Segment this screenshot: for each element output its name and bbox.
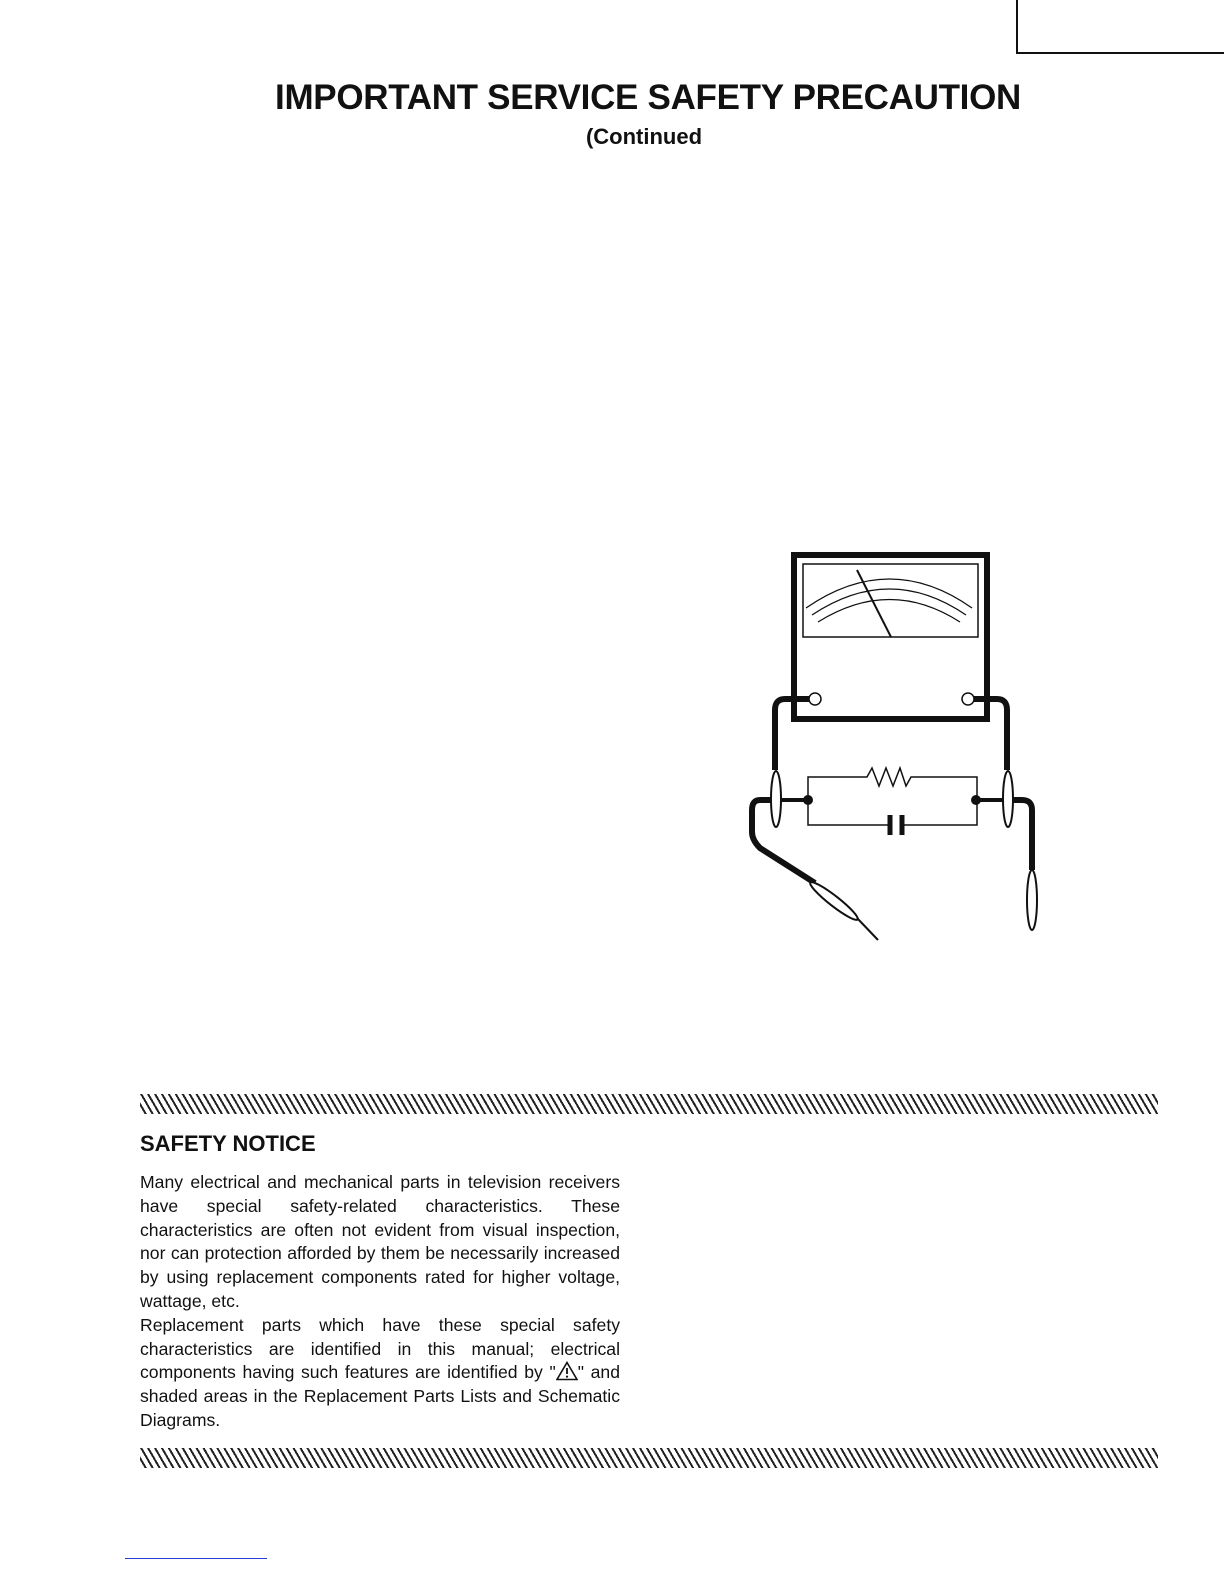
right-terminal xyxy=(962,693,974,705)
footer-rule xyxy=(125,1558,267,1559)
warning-triangle-icon xyxy=(556,1361,578,1381)
meter-window xyxy=(803,564,978,637)
resistor xyxy=(808,768,977,800)
hatch-divider-bottom xyxy=(140,1448,1158,1468)
ground-clip xyxy=(1027,870,1037,930)
safety-notice-text: Replacement parts which have these special safety characteristics are identified in this manual; electrical components having such features are identified by " xyxy=(140,1314,620,1383)
left-clip xyxy=(771,771,781,827)
page-corner-frame xyxy=(1016,0,1224,54)
probe-tip xyxy=(857,918,878,940)
safety-notice-body xyxy=(140,1171,620,1433)
safety-notice-text: " and shaded areas in the Replacement Parts Lists and Schematic Diagrams. xyxy=(140,1362,620,1430)
page-subtitle: (Continued xyxy=(585,124,703,149)
probe xyxy=(807,879,860,924)
left-terminal xyxy=(809,693,821,705)
hatch-divider-top xyxy=(140,1094,1158,1114)
safety-notice-heading: SAFETY NOTICE xyxy=(140,1131,316,1156)
ohmmeter-test-circuit-icon xyxy=(740,545,1050,945)
safety-notice-paragraph xyxy=(140,1314,620,1433)
right-clip xyxy=(1003,771,1013,827)
safety-notice-paragraph: Many electrical and mechanical parts in television receivers have special safety-related characteristics. These characteristics are often not evident from visual inspection, nor can protection afforded by them be necessarily increased by using replacement components rated for higher voltage, wattage, etc. xyxy=(140,1172,620,1311)
page-title: IMPORTANT SERVICE SAFETY PRECAUTION xyxy=(275,78,1021,117)
